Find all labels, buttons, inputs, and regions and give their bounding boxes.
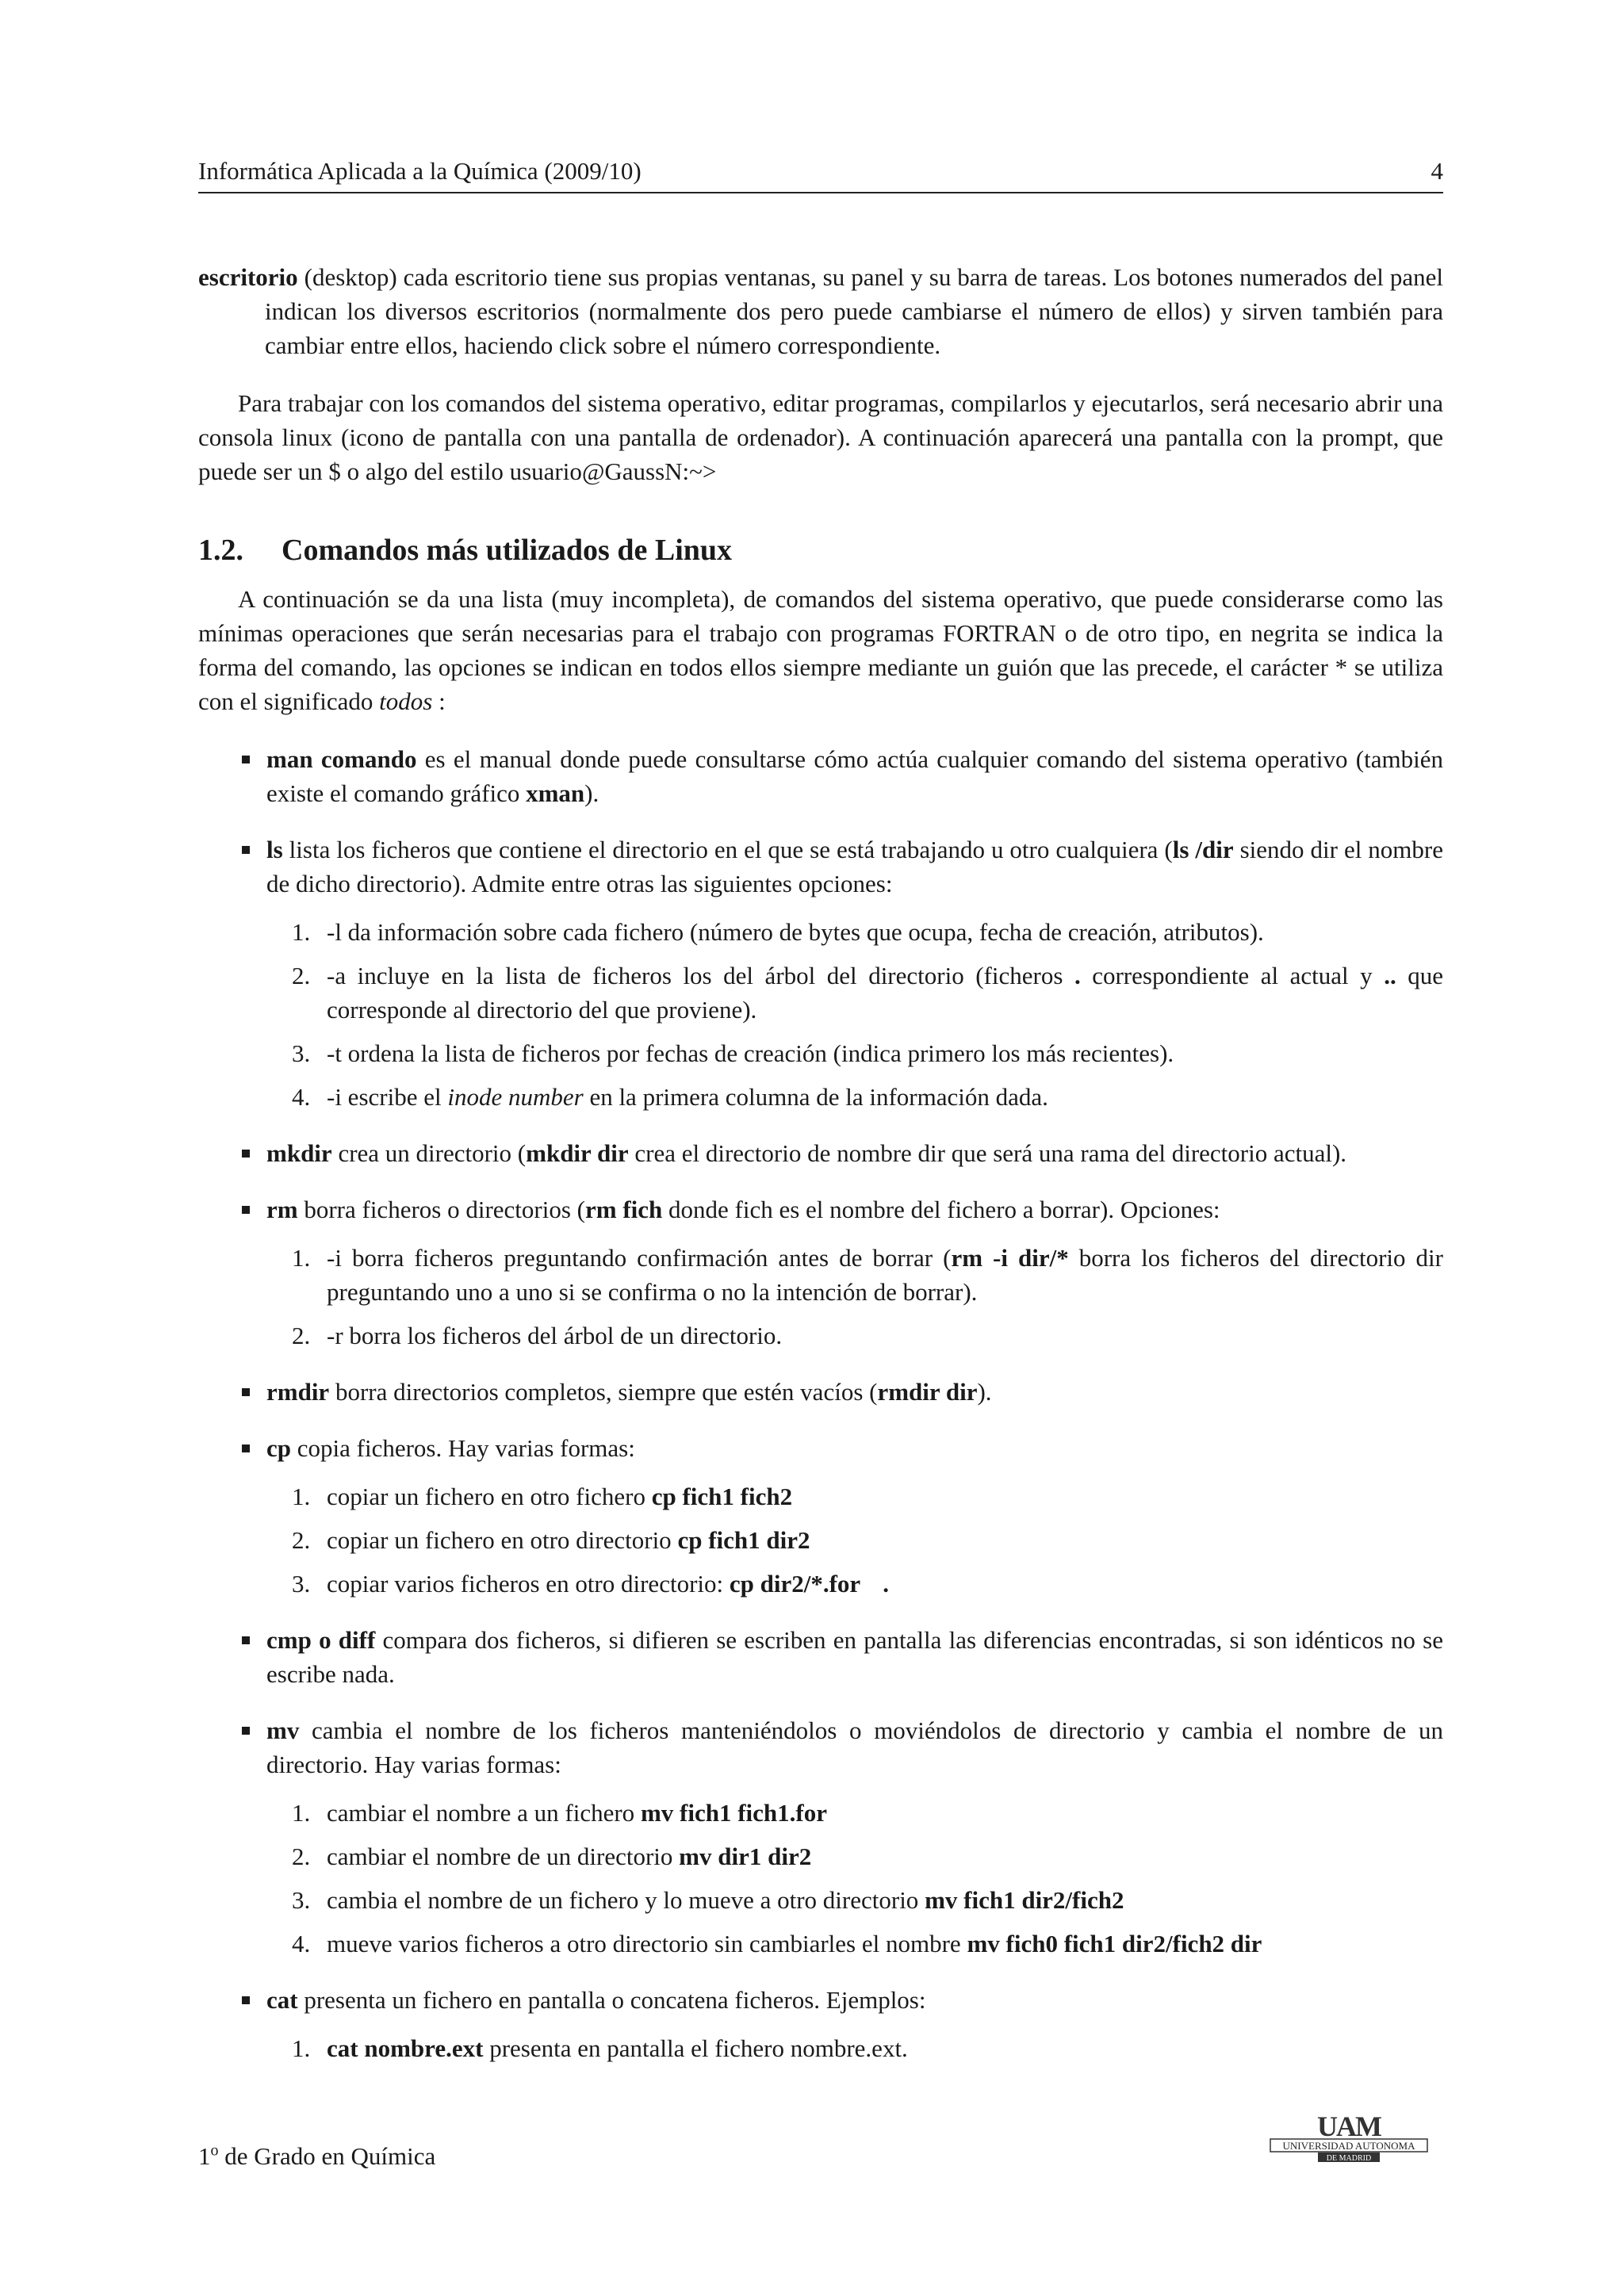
option-text: -t ordena la lista de ficheros por fechas de creación (indica primero los más recientes). xyxy=(327,1039,1174,1067)
option-command: mv fich1 fich1.for xyxy=(640,1799,827,1827)
intro-paragraph: Para trabajar con los comandos del sistema operativo, editar programas, compilarlos y ejecutarlos, será necesario abrir una consola linux (icono de pantalla con una pantalla de ordenador). A continuación aparecerá una pantalla con la prompt, que puede ser un $ o algo del estilo usuario@GaussN:~> xyxy=(198,389,1443,485)
option-text: presenta en pantalla el fichero nombre.ext. xyxy=(483,2034,908,2062)
page-number: 4 xyxy=(1431,157,1443,185)
list-item-man xyxy=(198,742,1443,810)
bullet-square-icon xyxy=(242,1727,250,1735)
option-number: 1. xyxy=(292,1244,311,1272)
option-text: -a incluye en la lista de ficheros los del árbol del directorio (ficheros xyxy=(327,962,1074,989)
option-text: copiar un fichero en otro fichero xyxy=(327,1483,652,1510)
option-text: borra los ficheros del directorio dir preguntando uno a uno si se confirma o no la intención de borrar). xyxy=(327,1244,1443,1306)
command-name: cmp o diff xyxy=(266,1626,376,1654)
option-number: 4. xyxy=(292,1930,311,1957)
option-dotdot: .. xyxy=(1384,962,1396,989)
command-description-tail: crea el directorio de nombre dir que será una rama del directorio actual). xyxy=(628,1139,1347,1167)
definition-text: (desktop) cada escritorio tiene sus propias ventanas, su panel y su barra de tareas. Los botones numerados del panel indican los diversos escritorios (normalmente dos pero puede cambiarse el número de ellos) y sirven también para cambiar entre ellos, haciendo click sobre el número correspondiente. xyxy=(265,263,1443,359)
list-item-ls xyxy=(198,832,1443,1114)
page-body xyxy=(198,260,1443,2087)
mv-options xyxy=(266,1796,1443,1961)
option-text: cambiar el nombre de un directorio xyxy=(327,1843,680,1870)
command-description: copia ficheros. Hay varias formas: xyxy=(291,1434,635,1462)
command-name: mkdir xyxy=(266,1139,332,1167)
option-text: -r borra los ficheros del árbol de un directorio. xyxy=(327,1322,783,1349)
section-intro-tail: : xyxy=(432,687,446,715)
option-item xyxy=(266,959,1443,1027)
footer-ordinal: o xyxy=(210,2141,219,2160)
option-text: mueve varios ficheros a otro directorio sin cambiarles el nombre xyxy=(327,1930,967,1957)
option-item xyxy=(266,1080,1443,1114)
option-command: cp fich1 dir2 xyxy=(677,1526,810,1554)
command-description: compara dos ficheros, si difieren se escriben en pantalla las diferencias encontradas, si son idénticos no se escribe nada. xyxy=(266,1626,1443,1688)
option-number: 1. xyxy=(292,1483,311,1510)
logo-mark: UAM xyxy=(1317,2110,1381,2142)
command-example: xman xyxy=(526,779,585,807)
command-description-tail: ). xyxy=(584,779,599,807)
section-intro-emphasis: todos xyxy=(379,687,433,715)
command-name: cat xyxy=(266,1986,298,2014)
option-text: copiar varios ficheros en otro directorio: xyxy=(327,1570,730,1598)
logo-line2: DE MADRID xyxy=(1326,2154,1372,2163)
bullet-square-icon xyxy=(242,756,250,763)
section-intro xyxy=(198,582,1443,718)
option-item xyxy=(266,915,1443,949)
command-description: presenta un fichero en pantalla o concatena ficheros. Ejemplos: xyxy=(297,1986,926,2014)
option-command: cat nombre.ext xyxy=(327,2034,484,2062)
ls-options xyxy=(266,915,1443,1114)
command-description: lista los ficheros que contiene el directorio en el que se está trabajando u otro cualquiera ( xyxy=(282,836,1173,863)
option-command: mv dir1 dir2 xyxy=(679,1843,812,1870)
bullet-square-icon xyxy=(242,1150,250,1158)
bullet-square-icon xyxy=(242,846,250,854)
option-number: 3. xyxy=(292,1886,311,1914)
option-text: cambia el nombre de un fichero y lo mueve a otro directorio xyxy=(327,1886,925,1914)
option-item xyxy=(266,1479,1443,1513)
option-text: copiar un fichero en otro directorio xyxy=(327,1526,678,1554)
rm-options xyxy=(266,1241,1443,1353)
bullet-square-icon xyxy=(242,1445,250,1452)
option-command: cp dir2/*.for xyxy=(729,1570,861,1598)
list-item-cp xyxy=(198,1431,1443,1601)
definition-term: escritorio xyxy=(198,263,298,291)
footer-year: 1 xyxy=(198,2142,211,2170)
option-command: rm -i dir/* xyxy=(951,1244,1069,1272)
command-example: ls /dir xyxy=(1172,836,1234,863)
option-item xyxy=(266,1036,1443,1070)
command-description: crea un directorio ( xyxy=(331,1139,527,1167)
bullet-square-icon xyxy=(242,1636,250,1644)
command-description: borra ficheros o directorios ( xyxy=(297,1196,585,1223)
option-text: -i borra ficheros preguntando confirmación antes de borrar ( xyxy=(327,1244,952,1272)
option-command: cp fich1 fich2 xyxy=(651,1483,793,1510)
list-item-rmdir xyxy=(198,1375,1443,1409)
option-number: 4. xyxy=(292,1083,311,1111)
list-item-cat xyxy=(198,1983,1443,2065)
option-emphasis: inode number xyxy=(447,1083,584,1111)
section-intro-text: A continuación se da una lista (muy incompleta), de comandos del sistema operativo, que puede considerarse como las mínimas operaciones que serán necesarias para el trabajo con programas FORTRAN o de otro tipo, en negrita se indica la forma del comando, las opciones se indican en todos ellos siempre mediante un guión que las precede, el carácter * se utiliza con el significado xyxy=(198,585,1443,715)
command-name: ls xyxy=(266,836,283,863)
cp-options xyxy=(266,1479,1443,1601)
footer-text: de Grado en Química xyxy=(218,2142,436,2170)
option-number: 1. xyxy=(292,918,311,946)
option-item xyxy=(266,1796,1443,1830)
list-item-mkdir xyxy=(198,1136,1443,1170)
section-heading xyxy=(198,531,1443,569)
escritorio-definition xyxy=(198,260,1443,362)
command-description: borra directorios completos, siempre que estén vacíos ( xyxy=(329,1378,878,1406)
option-dot: . xyxy=(883,1570,889,1598)
option-number: 2. xyxy=(292,1526,311,1554)
option-item xyxy=(266,1318,1443,1353)
option-number: 3. xyxy=(292,1570,311,1598)
command-name: mv xyxy=(266,1716,300,1744)
command-example: mkdir dir xyxy=(526,1139,629,1167)
option-item xyxy=(266,1839,1443,1873)
option-item xyxy=(266,1927,1443,1961)
option-command: mv fich1 dir2/fich2 xyxy=(925,1886,1124,1914)
option-text: -l da información sobre cada fichero (número de bytes que ocupa, fecha de creación, atributos). xyxy=(327,918,1264,946)
option-number: 1. xyxy=(292,1799,311,1827)
option-text: cambiar el nombre a un fichero xyxy=(327,1799,641,1827)
running-footer xyxy=(198,2141,435,2172)
command-name: rm xyxy=(266,1196,298,1223)
option-item xyxy=(266,2031,1443,2065)
command-name: rmdir xyxy=(266,1378,330,1406)
option-item xyxy=(266,1567,1443,1601)
cat-options xyxy=(266,2031,1443,2065)
command-description-tail: ). xyxy=(977,1378,992,1406)
option-number: 2. xyxy=(292,1843,311,1870)
option-item xyxy=(266,1241,1443,1309)
command-description: cambia el nombre de los ficheros manteniéndolos o moviéndolos de directorio y cambia el nombre de un directorio. Hay varias formas: xyxy=(266,1716,1443,1778)
command-name: man comando xyxy=(266,745,417,773)
option-item xyxy=(266,1883,1443,1917)
option-text: en la primera columna de la información dada. xyxy=(583,1083,1048,1111)
option-command: mv fich0 fich1 dir2/fich2 dir xyxy=(967,1930,1262,1957)
bullet-square-icon xyxy=(242,1206,250,1214)
option-dot: . xyxy=(1074,962,1081,989)
list-item-rm xyxy=(198,1192,1443,1353)
option-number: 2. xyxy=(292,1322,311,1349)
bullet-square-icon xyxy=(242,1996,250,2004)
option-item xyxy=(266,1523,1443,1557)
header-title: Informática Aplicada a la Química (2009/10) xyxy=(198,157,642,185)
command-description-tail: donde fich es el nombre del fichero a borrar). Opciones: xyxy=(662,1196,1220,1223)
university-logo xyxy=(1267,2109,1431,2164)
command-name: cp xyxy=(266,1434,291,1462)
command-example: rmdir dir xyxy=(877,1378,978,1406)
option-number: 1. xyxy=(292,2034,311,2062)
option-text: que corresponde al directorio del que proviene). xyxy=(327,962,1443,1024)
option-text: -i escribe el xyxy=(327,1083,448,1111)
command-list xyxy=(198,742,1443,2065)
option-number: 2. xyxy=(292,962,311,989)
section-number: 1.2. xyxy=(198,534,243,567)
list-item-cmp xyxy=(198,1623,1443,1691)
option-text: correspondiente al actual y xyxy=(1080,962,1385,989)
command-description-tail: siendo dir el nombre de dicho directorio). Admite entre otras las siguientes opciones: xyxy=(266,836,1443,897)
option-number: 3. xyxy=(292,1039,311,1067)
bullet-square-icon xyxy=(242,1388,250,1396)
logo-line1: UNIVERSIDAD AUTONOMA xyxy=(1282,2140,1415,2152)
section-title: Comandos más utilizados de Linux xyxy=(282,534,733,567)
list-item-mv xyxy=(198,1713,1443,1961)
command-description: es el manual donde puede consultarse cómo actúa cualquier comando del sistema operativo (también existe el comando gráfico xyxy=(266,745,1443,807)
command-example: rm fich xyxy=(584,1196,663,1223)
running-header xyxy=(198,155,1443,193)
